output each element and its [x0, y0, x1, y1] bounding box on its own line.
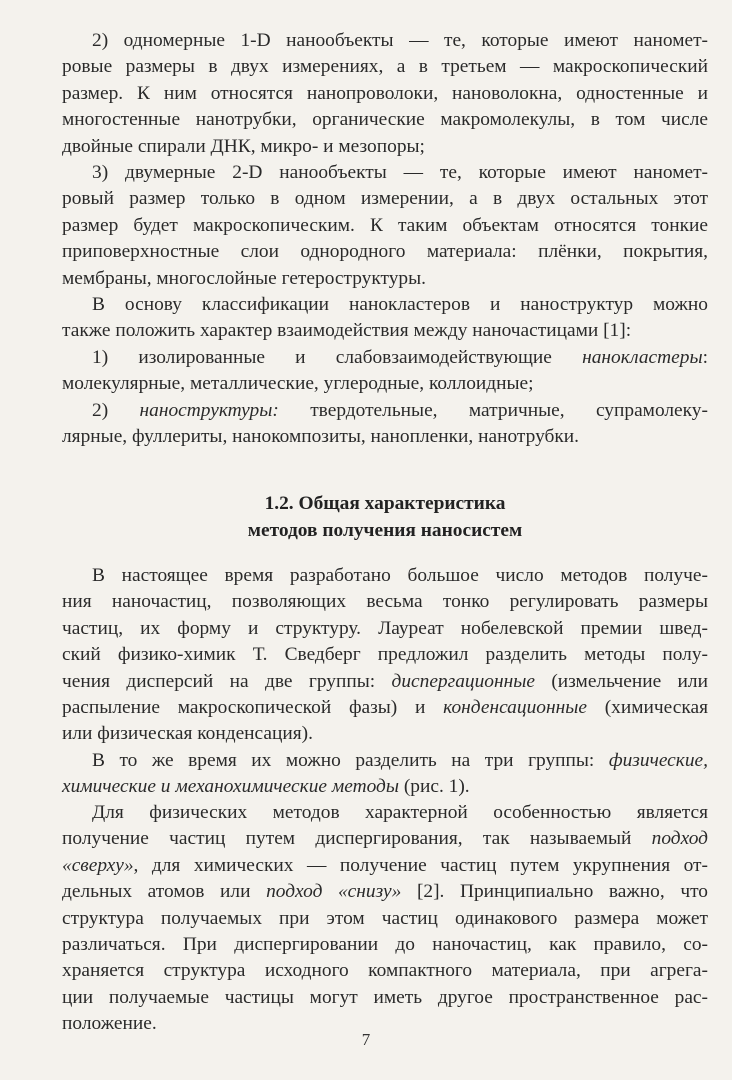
text-line: положение.: [62, 1013, 157, 1035]
italic-term: химические и механохимические методы: [62, 776, 399, 798]
heading-line: методов получения наносистем: [247, 520, 523, 541]
text-line: В основу классификации нанокластеров и наноструктур можно: [92, 294, 708, 315]
paragraph-three-groups: [62, 748, 708, 801]
text-line: 2) одномерные 1-D нанообъекты — те, которые имеют наномет-: [92, 30, 708, 51]
italic-term: нанокластеры: [582, 347, 703, 368]
italic-term: подход: [651, 828, 708, 850]
text-line: [62, 669, 708, 695]
text-line: [62, 774, 708, 800]
section-heading: [62, 490, 708, 544]
text-fragment: :: [702, 347, 708, 368]
paragraph-nanostructures: [62, 398, 708, 451]
text-line: [62, 748, 708, 774]
paragraph-methods-overview: [62, 563, 708, 748]
text-line: приповерхностные слои однородного материала: плёнки, покрытия,: [62, 241, 708, 263]
text-line: [62, 398, 708, 424]
paragraph-classification: [62, 292, 708, 345]
text-line: или физическая конденсация).: [62, 723, 313, 745]
text-fragment: чения дисперсий на две группы:: [62, 670, 376, 692]
italic-term: наноструктуры:: [139, 400, 279, 421]
italic-term: «сверху»: [62, 854, 134, 876]
text-fragment: распыление макроскопической фазы) и: [62, 697, 426, 719]
text-line: Для физических методов характерной особенностью является: [92, 802, 708, 823]
text-line: ский физико-химик Т. Сведберг предложил разделить методы полу-: [62, 644, 708, 666]
text-line: структура получаемых при этом частиц одинакового размера может: [62, 907, 708, 929]
text-line: ции получаемые частицы могут иметь другое пространственное рас-: [62, 986, 708, 1008]
text-line: двойные спирали ДНК, микро- и мезопоры;: [62, 135, 425, 157]
text-line: 3) двумерные 2-D нанообъекты — те, которые имеют наномет-: [92, 162, 708, 183]
text-fragment: (измельчение или: [551, 670, 708, 692]
paragraph-two-dimensional: [62, 160, 708, 292]
text-line: частиц, их форму и структуру. Лауреат нобелевской премии швед-: [62, 617, 708, 639]
italic-term: диспергационные: [391, 670, 535, 692]
paragraph-one-dimensional: [62, 28, 708, 160]
italic-term: физические,: [608, 750, 708, 771]
text-line: [62, 695, 708, 721]
text-line: лярные, фуллериты, нанокомпозиты, нанопленки, нанотрубки.: [62, 426, 580, 448]
text-line: различаться. При диспергировании до наночастиц, как правило, со-: [62, 934, 708, 956]
text-fragment: , для химических — получение частиц путем укрупнения от-: [133, 854, 708, 876]
text-line: [62, 879, 708, 905]
text-fragment: твердотельные, матричные, супрамолеку-: [310, 400, 708, 421]
text-fragment: получение частиц путем диспергирования, так называемый: [62, 828, 632, 850]
text-line: ровые размеры в двух измерениях, а в третьем — макроскопический: [62, 56, 708, 78]
text-line: многостенные нанотрубки, органические макромолекулы, в том числе: [62, 109, 708, 131]
paragraph-nanoclusters: [62, 345, 708, 398]
text-line: ровый размер только в одном измерении, а в двух остальных этот: [62, 188, 708, 210]
text-fragment: 2): [92, 400, 109, 421]
italic-term: подход «снизу»: [266, 881, 402, 903]
text-line: [62, 345, 708, 371]
text-line: размер будет макроскопическим. К таким объектам относятся тонкие: [62, 214, 708, 236]
text-line: [62, 826, 708, 852]
page-number: 7: [361, 1030, 371, 1049]
text-line: В настоящее время разработано большое число методов получе-: [92, 565, 708, 586]
text-line: ния наночастиц, позволяющих весьма тонко регулировать размеры: [62, 591, 708, 613]
text-line: также положить характер взаимодействия между наночастицами [1]:: [62, 320, 632, 342]
text-line: храняется структура исходного компактного материала, при агрега-: [62, 960, 708, 982]
text-fragment: В то же время их можно разделить на три группы:: [92, 750, 595, 771]
text-line: мембраны, многослойные гетероструктуры.: [62, 267, 426, 289]
heading-line: 1.2. Общая характеристика: [264, 493, 506, 514]
text-line: [62, 853, 708, 879]
text-fragment: [2]. Принципиально важно, что: [416, 881, 708, 903]
italic-term: конденсационные: [443, 697, 587, 719]
text-line: размер. К ним относятся нанопроволоки, нановолокна, одностенные и: [62, 82, 708, 104]
text-fragment: 1) изолированные и слабовзаимодействующие: [92, 347, 552, 368]
text-fragment: дельных атомов или: [62, 881, 251, 903]
text-fragment: (химическая: [604, 697, 708, 719]
paragraph-physical-methods: [62, 800, 708, 1038]
text-line: молекулярные, металлические, углеродные, коллоидные;: [62, 373, 534, 395]
text-fragment: (рис. 1).: [403, 776, 470, 798]
